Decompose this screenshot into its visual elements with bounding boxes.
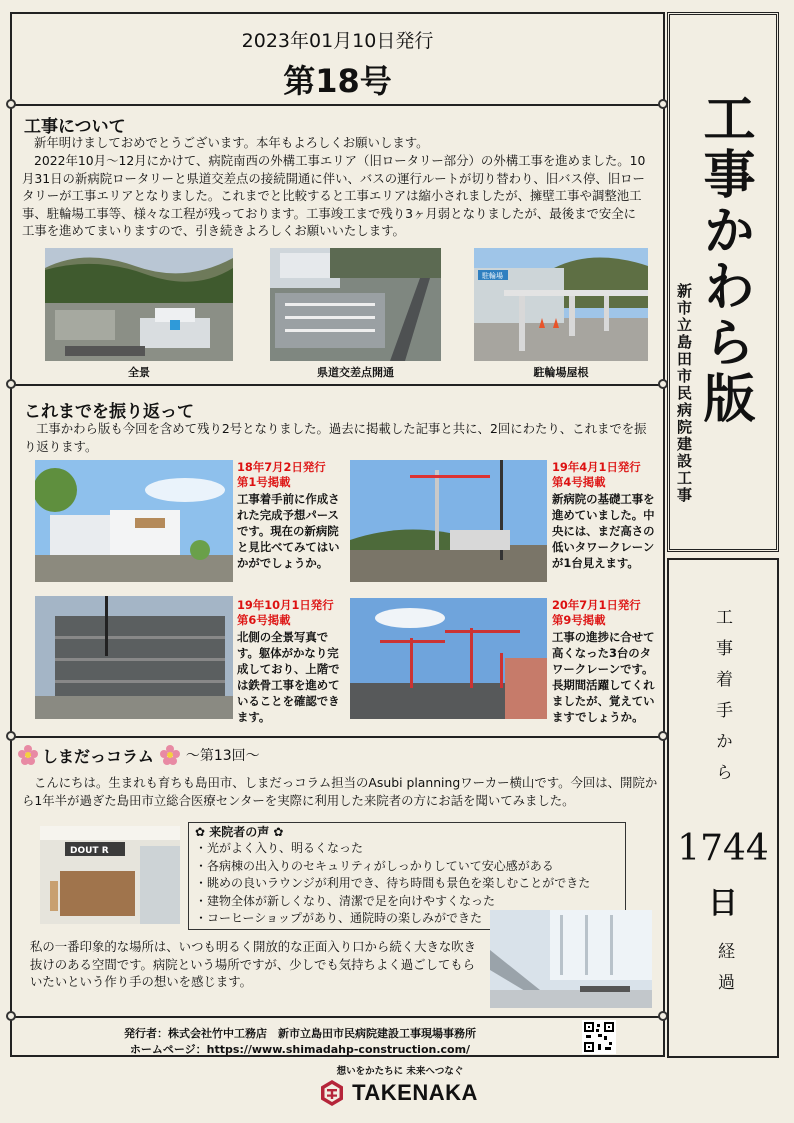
section2-intro: 工事かわら版も今回を含めて残り2号となりました。過去に掲載した記事と共に、2回にわたり、これまでを振り返ります。 [24,421,647,454]
side-title: 工事かわら版 [694,91,754,427]
atrium-photo [490,910,652,1008]
item4-date: 20年7月1日発行 [552,598,641,612]
divider-section1 [10,384,665,386]
divider-section2 [10,736,665,738]
section1-heading: 工事について [24,117,126,137]
voices-title-row [195,824,619,840]
publisher: 発行者：株式会社竹中工務店 新市立島田市民病院建設工事現場事務所 [124,1027,476,1040]
sign-text: 駐輪場 [482,272,503,280]
item2-text: 新病院の基礎工事を進めていました。中央には、まだ高さの低いタワークレーンが1台見えます。 [552,492,655,570]
count-number: 1744 [677,828,769,869]
item3-issue: 第6号掲載 [237,613,291,627]
column-closing: 私の一番印象的な場所は、いつも明るく開放的な正面入り口から続く大きな吹き抜けのある空間です。病院という場所ですが、少しでも気持ちよく過ごしてもらいたいという作り手の想いを感じます。 [30,939,477,989]
flower-icon: ✿ [269,825,284,839]
item2-issue: 第4号掲載 [552,475,606,489]
divider-header [10,104,665,106]
item3-date: 19年10月1日発行 [237,598,334,612]
caption-bike-shelter: 駐輪場屋根 [533,366,589,379]
side-subtitle: 新市立島田市民病院建設工事 [675,283,693,504]
issue-number: 第18号 [283,62,392,100]
coffee-shop-photo [40,826,180,924]
count-suffix: 経過 [714,942,734,1004]
ring-icon [6,379,16,389]
slogan: 想いをかたちに 未来へつなぐ [336,1066,464,1077]
voice-item: ・建物全体が新しくなり、清潔で足を向けやすくなった [195,893,496,908]
caption-overview: 全景 [128,366,150,379]
foundation-photo [350,460,547,582]
ring-icon [6,1011,16,1021]
bike-shelter-photo [474,248,648,361]
intersection-photo [270,248,441,361]
column-heading: しまだっコラム [42,746,154,766]
column-episode: ～第13回～ [185,748,260,764]
voice-item: ・コーヒーショップがあり、通院時の楽しみができた [195,911,483,925]
shop-sign-text: DOUT R [70,846,109,856]
item1-issue: 第1号掲載 [237,475,291,489]
flower-icon [18,745,38,765]
count-prefix: 工事着手から [712,608,732,794]
voice-item: ・各病棟の出入りのセキュリティがしっかりしていて安心感がある [195,858,554,873]
brand-logo [298,1076,498,1110]
divider-section3 [10,1016,665,1018]
item1-text: 工事着手前に作成された完成予想パースです。現在の新病院と見比べてみてはいかがでしょうか。 [237,492,340,570]
cranes-photo [350,598,547,719]
ring-icon [6,731,16,741]
rendering-photo [35,460,233,582]
qr-code-icon[interactable] [582,1020,616,1054]
flower-icon [160,745,180,765]
voice-item: ・眺めの良いラウンジが利用でき、待ち時間も景色を楽しむことができた [195,876,591,890]
takenaka-logo-icon [318,1079,346,1107]
brand-name: TAKENAKA [352,1080,478,1105]
item2-date: 19年4月1日発行 [552,460,641,474]
voices-title: 来院者の声 [209,825,270,839]
section2-heading: これまでを振り返って [24,402,194,422]
flower-icon: ✿ [195,825,210,839]
item3-text: 北側の全景写真です。躯体がかなり完成しており、上階では鉄骨工事を進めていることを確認できます。 [237,630,340,724]
item1-date: 18年7月2日発行 [237,460,326,474]
item4-text: 工事の進捗に合せて高くなった3台のタワークレーンです。長期間活躍してくれましたが、覚えていますでしょうか。 [552,630,655,724]
side-title-box [667,12,779,552]
count-unit: 日 [708,886,738,921]
column-heading-row [18,744,260,766]
caption-intersection: 県道交差点開通 [317,366,394,379]
homepage-link[interactable]: ホームページ：https://www.shimadahp-construction.com/ [129,1043,471,1056]
section1-p1: 新年明けましておめでとうございます。本年もよろしくお願いします。 [34,135,429,150]
overview-photo [45,248,233,361]
voice-item: ・光がよく入り、明るくなった [195,841,364,855]
column-intro: こんにちは。生まれも育ちも島田市、しまだっコラム担当のAsubi planningワーカー横山です。今回は、開院から1年半が過ぎた島田市立総合医療センターを実際に利用した来院者の方にお話を聞いてみました。 [22,775,658,808]
side-count-box [667,558,779,1058]
north-view-photo [35,596,233,719]
item4-issue: 第9号掲載 [552,613,606,627]
section1-p2: 2022年10月～12月にかけて、病院南西の外構工事エリア（旧ロータリー部分）の外構工事を進めました。10月31日の新病院ロータリーと県道交差点の接続開通に伴い、バスの運行ルートが切り替わり、旧バス停、旧ロータリーが工事エリアとなりました。これまでと比較すると工事エリアは縮小されましたが、擁壁工事や調整池工事、駐輪場工事等、様々な工程が残っております。工事竣工まで残り3ヶ月弱となりましたが、最後まで安全に工事を進めてまいりますので、引き続きよろしくお願いいたします。 [22,153,646,238]
issue-date: 2023年01月10日発行 [241,30,434,52]
